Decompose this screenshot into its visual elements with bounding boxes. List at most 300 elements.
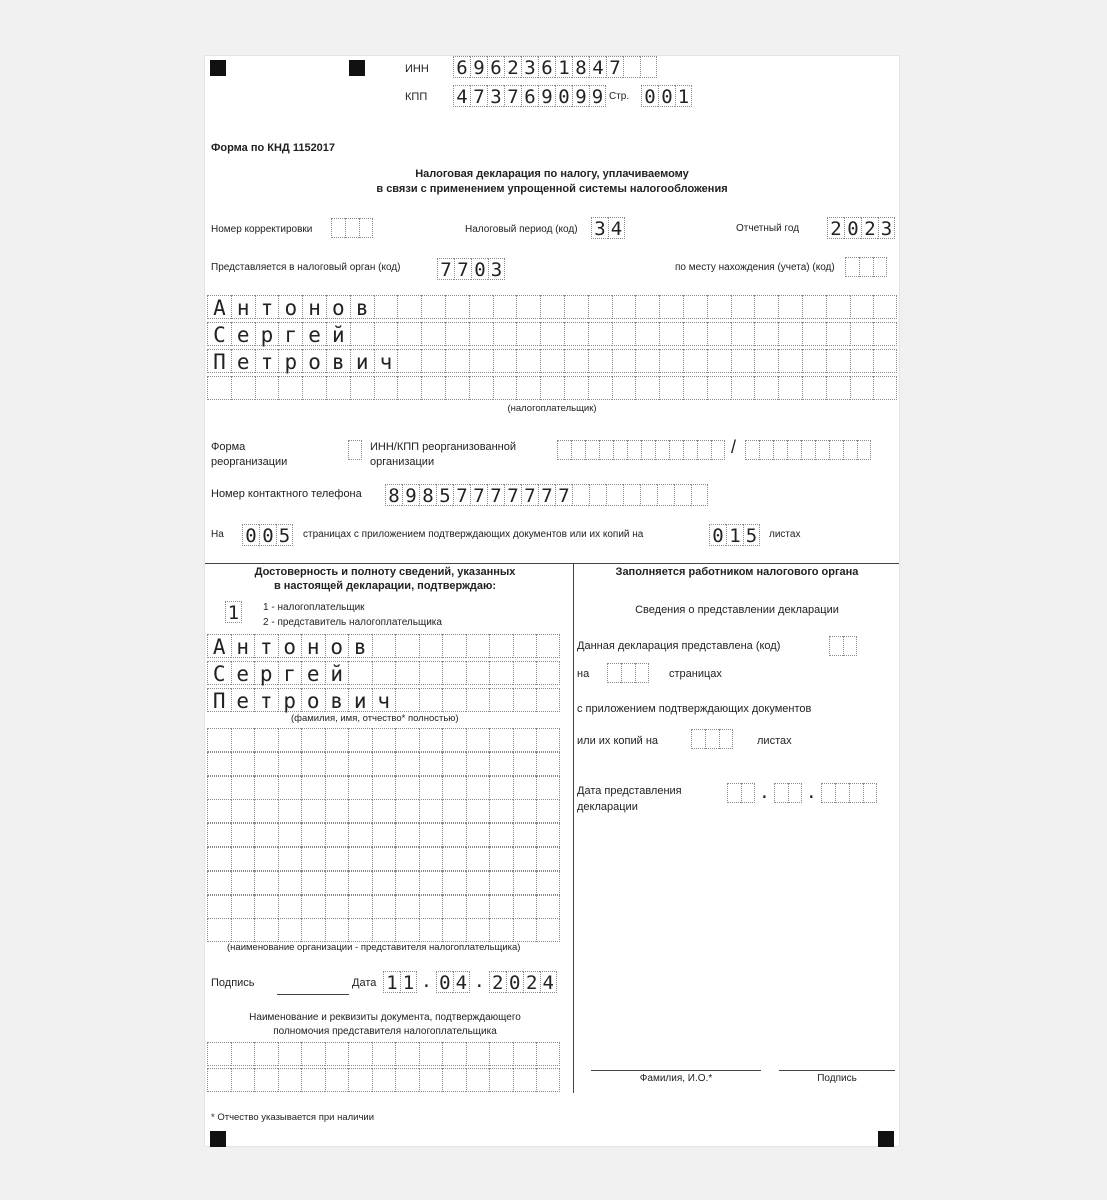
char-cell <box>350 322 374 346</box>
char-cell <box>231 895 255 919</box>
char-cell <box>397 295 421 319</box>
char-cell <box>348 895 372 919</box>
char-cell <box>254 728 278 752</box>
char-cell <box>564 295 588 319</box>
char-cell <box>419 895 443 919</box>
char-cell <box>536 1068 560 1092</box>
char-cell <box>278 376 302 400</box>
signature-date-field[interactable]: 1 1 . 0 4 . 2 0 2 4 <box>383 971 557 993</box>
char-cell: 5 <box>276 524 293 546</box>
char-cell <box>540 295 564 319</box>
sheets-suffix: листах <box>769 529 801 540</box>
char-cell <box>493 376 517 400</box>
office-fio-line[interactable] <box>591 1070 761 1071</box>
char-cell <box>442 895 466 919</box>
text-row[interactable] <box>207 871 560 895</box>
char-cell <box>707 322 731 346</box>
office-date-field[interactable]: . . <box>727 783 877 803</box>
char-cell <box>731 376 755 400</box>
confirm-title-line1: Достоверность и полноту сведений, указанных <box>254 566 516 578</box>
char-cell <box>466 823 490 847</box>
char-cell <box>640 484 657 506</box>
char-cell: 5 <box>743 524 760 546</box>
text-row[interactable] <box>207 752 560 776</box>
char-cell <box>669 440 683 460</box>
char-cell: 0 <box>506 971 523 993</box>
reorg-inn-label: ИНН/КПП реорганизованной <box>370 441 516 453</box>
char-cell: 1 <box>225 601 242 623</box>
signer-name-caption: (фамилия, имя, отчество* полностью) <box>291 713 459 724</box>
char-cell <box>419 1068 443 1092</box>
char-cell <box>536 688 560 712</box>
char-cell <box>325 823 349 847</box>
office-fio-caption: Фамилия, И.О.* <box>639 1073 713 1084</box>
text-row[interactable] <box>207 1042 560 1066</box>
period-label: Налоговый период (код) <box>465 224 578 235</box>
char-cell: С <box>207 661 231 685</box>
char-cell <box>873 349 897 373</box>
char-cell <box>599 440 613 460</box>
char-cell <box>850 349 874 373</box>
char-cell <box>612 376 636 400</box>
char-cell <box>572 484 589 506</box>
char-cell <box>835 783 849 803</box>
phone-label: Номер контактного телефона <box>211 488 362 500</box>
char-cell <box>536 728 560 752</box>
submitted-code-field[interactable] <box>829 636 857 656</box>
char-cell <box>754 295 778 319</box>
char-cell: 0 <box>641 85 658 107</box>
char-cell: 9 <box>538 85 555 107</box>
char-cell <box>207 728 231 752</box>
char-cell <box>395 823 419 847</box>
char-cell <box>513 1068 537 1092</box>
text-row[interactable] <box>207 823 560 847</box>
authority-label: Представляется в налоговый орган (код) <box>211 262 401 273</box>
char-cell <box>278 895 302 919</box>
char-cell: 4 <box>608 217 625 239</box>
char-cell <box>301 847 325 871</box>
char-cell <box>419 799 443 823</box>
char-cell <box>516 349 540 373</box>
char-cell <box>231 1068 255 1092</box>
char-cell <box>683 376 707 400</box>
char-cell <box>623 56 640 78</box>
char-cell <box>348 871 372 895</box>
char-cell <box>326 376 350 400</box>
char-cell <box>278 728 302 752</box>
char-cell: 3 <box>487 85 504 107</box>
sheets-field[interactable] <box>709 524 760 546</box>
office-attachments-label: с приложением подтверждающих документов <box>577 703 812 715</box>
char-cell <box>301 752 325 776</box>
char-cell <box>325 776 349 800</box>
char-cell <box>442 752 466 776</box>
char-cell: 7 <box>538 484 555 506</box>
char-cell: 1 <box>400 971 417 993</box>
char-cell <box>419 1042 443 1066</box>
char-cell <box>254 752 278 776</box>
char-cell <box>231 847 255 871</box>
char-cell <box>466 847 490 871</box>
reorg-kpp-field[interactable] <box>745 440 871 460</box>
char-cell <box>571 440 585 460</box>
char-cell <box>707 376 731 400</box>
char-cell <box>442 776 466 800</box>
char-cell: 3 <box>878 217 895 239</box>
char-cell <box>588 295 612 319</box>
inn-field[interactable] <box>453 56 657 78</box>
char-cell <box>843 636 857 656</box>
char-cell <box>372 661 396 685</box>
char-cell <box>466 1042 490 1066</box>
char-cell: о <box>278 295 302 319</box>
char-cell <box>466 752 490 776</box>
char-cell: 2 <box>489 971 506 993</box>
corner-marker <box>349 60 365 76</box>
char-cell <box>466 776 490 800</box>
location-label: по месту нахождения (учета) (код) <box>675 262 835 273</box>
char-cell <box>489 895 513 919</box>
signature-line[interactable] <box>277 994 349 995</box>
char-cell <box>857 440 871 460</box>
char-cell <box>207 752 231 776</box>
char-cell <box>254 895 278 919</box>
taxpayer-caption: (налогоплательщик) <box>507 403 597 414</box>
char-cell: й <box>326 322 350 346</box>
char-cell <box>395 895 419 919</box>
char-cell <box>850 322 874 346</box>
char-cell: и <box>348 688 372 712</box>
reorg-form-field[interactable] <box>348 440 362 460</box>
char-cell <box>302 376 326 400</box>
char-cell <box>466 1068 490 1092</box>
char-cell <box>419 847 443 871</box>
char-cell <box>469 349 493 373</box>
char-cell <box>493 295 517 319</box>
char-cell <box>659 349 683 373</box>
char-cell <box>513 895 537 919</box>
char-cell: 6 <box>521 85 538 107</box>
char-cell <box>442 728 466 752</box>
char-cell <box>301 871 325 895</box>
char-cell <box>516 376 540 400</box>
char-cell <box>466 799 490 823</box>
char-cell <box>683 349 707 373</box>
char-cell <box>442 799 466 823</box>
char-cell <box>489 1068 513 1092</box>
char-cell <box>627 440 641 460</box>
char-cell: 6 <box>538 56 555 78</box>
char-cell <box>683 322 707 346</box>
char-cell: 4 <box>540 971 557 993</box>
char-cell <box>301 776 325 800</box>
char-cell: о <box>326 295 350 319</box>
char-cell <box>395 776 419 800</box>
char-cell <box>469 322 493 346</box>
char-cell <box>513 823 537 847</box>
char-cell <box>395 1068 419 1092</box>
char-cell <box>612 322 636 346</box>
char-cell <box>278 1068 302 1092</box>
char-cell <box>278 847 302 871</box>
char-cell <box>419 776 443 800</box>
pages-field[interactable] <box>242 524 293 546</box>
char-cell <box>513 752 537 776</box>
char-cell <box>419 752 443 776</box>
char-cell <box>372 728 396 752</box>
char-cell: 7 <box>487 484 504 506</box>
text-row[interactable] <box>207 918 560 942</box>
char-cell <box>395 661 419 685</box>
char-cell <box>421 376 445 400</box>
char-cell <box>395 847 419 871</box>
char-cell <box>843 440 857 460</box>
char-cell: 7 <box>454 258 471 280</box>
char-cell: 5 <box>436 484 453 506</box>
char-cell <box>815 440 829 460</box>
char-cell <box>325 895 349 919</box>
char-cell <box>466 661 490 685</box>
char-cell <box>207 847 231 871</box>
char-cell <box>849 783 863 803</box>
char-cell <box>850 295 874 319</box>
char-cell <box>374 376 398 400</box>
char-cell <box>536 918 560 942</box>
char-cell <box>493 349 517 373</box>
authority-field[interactable] <box>437 258 505 280</box>
char-cell <box>873 322 897 346</box>
char-cell <box>612 349 636 373</box>
char-cell: 1 <box>675 85 692 107</box>
char-cell <box>372 752 396 776</box>
signature-label: Подпись <box>211 977 255 989</box>
char-cell <box>442 1042 466 1066</box>
char-cell: 2 <box>827 217 844 239</box>
text-row[interactable] <box>207 776 560 800</box>
char-cell <box>301 799 325 823</box>
char-cell <box>231 752 255 776</box>
period-field[interactable] <box>591 217 625 239</box>
char-cell <box>588 322 612 346</box>
char-cell <box>325 752 349 776</box>
char-cell: 7 <box>453 484 470 506</box>
text-row[interactable] <box>207 634 560 658</box>
office-signature-line[interactable] <box>779 1070 895 1071</box>
text-row[interactable] <box>207 895 560 919</box>
char-cell <box>348 847 372 871</box>
char-cell <box>231 799 255 823</box>
char-cell <box>231 871 255 895</box>
char-cell <box>348 799 372 823</box>
char-cell: 4 <box>589 56 606 78</box>
char-cell <box>788 783 802 803</box>
char-cell: о <box>301 688 325 712</box>
char-cell: 2 <box>861 217 878 239</box>
char-cell <box>536 776 560 800</box>
char-cell: о <box>302 349 326 373</box>
text-row[interactable] <box>207 322 897 346</box>
char-cell <box>778 376 802 400</box>
signer-code-field[interactable] <box>225 601 242 623</box>
char-cell <box>231 376 255 400</box>
char-cell: 9 <box>470 56 487 78</box>
char-cell <box>345 218 359 238</box>
text-row[interactable] <box>207 728 560 752</box>
char-cell <box>513 918 537 942</box>
char-cell <box>585 440 599 460</box>
char-cell <box>489 776 513 800</box>
char-cell <box>606 484 623 506</box>
char-cell <box>588 349 612 373</box>
office-on-label: на <box>577 668 590 680</box>
year-field[interactable] <box>827 217 895 239</box>
office-pages-field[interactable] <box>607 663 649 683</box>
char-cell: 4 <box>453 85 470 107</box>
reorg-form-label: Форма <box>211 441 246 453</box>
char-cell <box>331 218 345 238</box>
char-cell <box>829 636 843 656</box>
char-cell <box>731 349 755 373</box>
char-cell <box>754 322 778 346</box>
text-row[interactable] <box>207 295 897 319</box>
char-cell <box>850 376 874 400</box>
char-cell <box>536 847 560 871</box>
char-cell <box>557 440 571 460</box>
phone-field[interactable] <box>385 484 708 506</box>
char-cell <box>536 799 560 823</box>
char-cell <box>489 799 513 823</box>
char-cell <box>207 376 231 400</box>
char-cell <box>778 295 802 319</box>
char-cell: ч <box>374 349 398 373</box>
char-cell: П <box>207 688 231 712</box>
char-cell <box>635 376 659 400</box>
char-cell <box>826 322 850 346</box>
char-cell <box>513 1042 537 1066</box>
char-cell <box>536 1042 560 1066</box>
char-cell <box>489 847 513 871</box>
office-subtitle: Сведения о представлении декларации <box>635 604 839 616</box>
char-cell <box>278 871 302 895</box>
char-cell: А <box>207 634 231 658</box>
page-number-field[interactable] <box>641 85 692 107</box>
char-cell <box>787 440 801 460</box>
reorg-inn-label-2: организации <box>370 456 435 468</box>
signer-option-1: 1 - налогоплательщик <box>263 602 365 613</box>
text-row[interactable] <box>207 847 560 871</box>
char-cell <box>419 823 443 847</box>
char-cell <box>395 799 419 823</box>
char-cell <box>489 634 513 658</box>
date-label: Дата <box>352 977 377 989</box>
doc-title-line1: Наименование и реквизиты документа, подтверждающего <box>249 1012 521 1023</box>
char-cell: 9 <box>572 85 589 107</box>
char-cell <box>207 918 231 942</box>
char-cell: 0 <box>242 524 259 546</box>
text-row[interactable] <box>207 799 560 823</box>
correction-field[interactable] <box>331 218 373 238</box>
char-cell <box>397 349 421 373</box>
location-field[interactable] <box>845 257 887 277</box>
char-cell <box>802 349 826 373</box>
char-cell: е <box>231 349 255 373</box>
char-cell <box>802 295 826 319</box>
char-cell <box>395 728 419 752</box>
char-cell <box>372 1042 396 1066</box>
reorg-inn-field[interactable] <box>557 440 725 460</box>
char-cell <box>278 799 302 823</box>
char-cell <box>348 440 362 460</box>
char-cell <box>419 688 443 712</box>
char-cell <box>731 322 755 346</box>
office-sheets-field[interactable] <box>691 729 733 749</box>
char-cell <box>612 295 636 319</box>
correction-label: Номер корректировки <box>211 224 313 235</box>
page-label: Стр. <box>609 91 630 102</box>
text-row[interactable] <box>207 376 897 400</box>
char-cell: е <box>301 661 325 685</box>
char-cell <box>466 688 490 712</box>
char-cell <box>588 376 612 400</box>
char-cell <box>442 634 466 658</box>
char-cell: С <box>207 322 231 346</box>
char-cell <box>442 1068 466 1092</box>
char-cell <box>466 918 490 942</box>
char-cell <box>513 847 537 871</box>
text-row[interactable] <box>207 1068 560 1092</box>
char-cell: 1 <box>726 524 743 546</box>
text-row[interactable] <box>207 349 897 373</box>
char-cell <box>301 728 325 752</box>
office-signature-caption: Подпись <box>817 1073 857 1084</box>
char-cell: е <box>231 661 255 685</box>
char-cell <box>845 257 859 277</box>
char-cell <box>536 634 560 658</box>
char-cell <box>207 823 231 847</box>
char-cell <box>254 799 278 823</box>
char-cell <box>207 799 231 823</box>
char-cell: в <box>348 634 372 658</box>
char-cell <box>513 688 537 712</box>
char-cell <box>278 918 302 942</box>
char-cell: т <box>254 688 278 712</box>
kpp-label: КПП <box>405 91 428 103</box>
char-cell: 9 <box>589 85 606 107</box>
submitted-code-label: Данная декларация представлена (код) <box>577 640 781 652</box>
text-row[interactable] <box>207 688 560 712</box>
char-cell <box>754 349 778 373</box>
kpp-field[interactable] <box>453 85 606 107</box>
char-cell <box>348 752 372 776</box>
char-cell <box>359 218 373 238</box>
char-cell <box>683 440 697 460</box>
text-row[interactable] <box>207 661 560 685</box>
char-cell: р <box>254 661 278 685</box>
char-cell <box>395 752 419 776</box>
office-title: Заполняется работником налогового органа <box>615 566 859 578</box>
char-cell <box>442 871 466 895</box>
form-title-line1: Налоговая декларация по налогу, уплачиваемому <box>415 168 689 180</box>
char-cell <box>466 871 490 895</box>
char-cell <box>445 322 469 346</box>
char-cell: о <box>325 634 349 658</box>
char-cell: 3 <box>591 217 608 239</box>
char-cell <box>419 871 443 895</box>
char-cell: 6 <box>487 56 504 78</box>
char-cell <box>301 823 325 847</box>
char-cell <box>513 776 537 800</box>
